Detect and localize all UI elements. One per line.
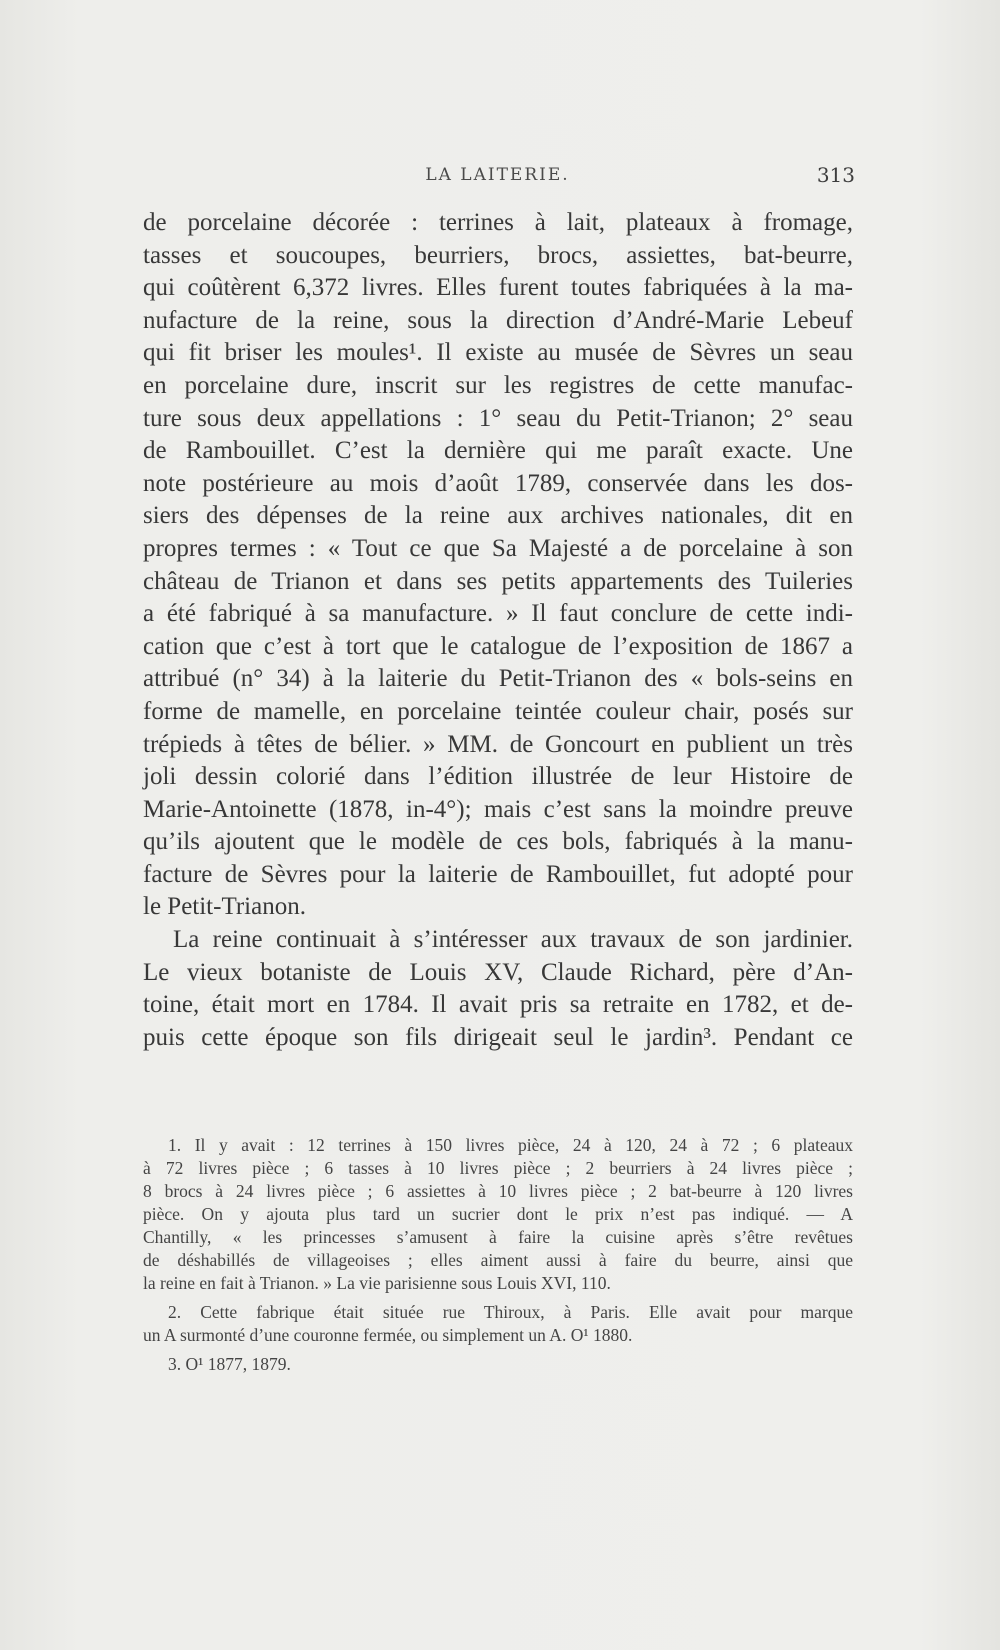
footnote-line: 3. O¹ 1877, 1879. (168, 1354, 291, 1374)
body-line: tasses et soucoupes, beurriers, brocs, assiettes, bat-beurre, (143, 241, 853, 269)
running-head-title: LA LAITERIE. (425, 165, 570, 185)
running-head (140, 165, 855, 195)
body-line: de Rambouillet. C’est la dernière qui me paraît exacte. Une (143, 437, 853, 465)
footnotes (143, 1134, 853, 1382)
footnote-line: de déshabillés de villageoises ; elles aiment aussi à faire du beurre, ainsi que (143, 1250, 853, 1270)
body-line: siers des dépenses de la reine aux archives nationales, dit en (143, 502, 853, 530)
body-text (143, 207, 853, 1054)
footnote-line: Chantilly, « les princesses s’amusent à faire la cuisine après s’être revêtues (143, 1227, 853, 1247)
body-line: ture sous deux appellations : 1° seau du Petit-Trianon; 2° seau (143, 404, 853, 432)
body-line: Marie-Antoinette (1878, in-4°); mais c’est sans la moindre preuve (143, 795, 853, 823)
footnote-1 (143, 1134, 853, 1295)
body-line: a été fabriqué à sa manufacture. » Il faut conclure de cette indi- (143, 600, 853, 628)
body-line: cation que c’est à tort que le catalogue de l’exposition de 1867 a (143, 632, 853, 660)
body-line: joli dessin colorié dans l’édition illustrée de leur Histoire de (143, 763, 853, 791)
body-line: facture de Sèvres pour la laiterie de Rambouillet, fut adopté pour (143, 860, 853, 888)
body-line: de porcelaine décorée : terrines à lait, plateaux à fromage, (143, 209, 853, 236)
footnote-line: 8 brocs à 24 livres pièce ; 6 assiettes à 10 livres pièce ; 2 bat-beurre à 120 livres (143, 1181, 853, 1201)
footnote-3 (143, 1353, 853, 1376)
body-line: puis cette époque son fils dirigeait seul le jardin³. Pendant ce (143, 1023, 853, 1051)
body-line: nufacture de la reine, sous la direction d’André-Marie Lebeuf (143, 306, 853, 334)
footnote-line: 1. Il y avait : 12 terrines à 150 livres pièce, 24 à 120, 24 à 72 ; 6 plateaux (168, 1135, 853, 1155)
body-line: trépieds à têtes de bélier. » MM. de Goncourt en publient un très (143, 730, 853, 758)
footnote-line: pièce. On y ajouta plus tard un sucrier dont le prix n’est pas indiqué. — A (143, 1204, 853, 1224)
footnote-2 (143, 1301, 853, 1347)
footnote-line: un A surmonté d’une couronne fermée, ou simplement un A. O¹ 1880. (143, 1325, 633, 1345)
footnote-line: à 72 livres pièce ; 6 tasses à 10 livres pièce ; 2 beurriers à 24 livres pièce ; (143, 1158, 853, 1178)
page-number: 313 (816, 163, 855, 187)
body-line: en porcelaine dure, inscrit sur les registres de cette manufac- (143, 371, 853, 399)
footnote-line: 2. Cette fabrique était située rue Thiroux, à Paris. Elle avait pour marque (168, 1302, 853, 1322)
body-line: Le vieux botaniste de Louis XV, Claude Richard, père d’An- (143, 958, 853, 986)
body-line: château de Trianon et dans ses petits appartements des Tuileries (143, 567, 853, 595)
body-line: La reine continuait à s’intéresser aux travaux de son jardinier. (173, 926, 853, 954)
body-line: toine, était mort en 1784. Il avait pris sa retraite en 1782, et de- (143, 991, 853, 1019)
body-line: note postérieure au mois d’août 1789, conservée dans les dos- (143, 469, 853, 497)
body-line: qui fit briser les moules¹. Il existe au musée de Sèvres un seau (143, 339, 853, 367)
body-line: attribué (n° 34) à la laiterie du Petit-Trianon des « bols-seins en (143, 665, 853, 693)
body-line: forme de mamelle, en porcelaine teintée couleur chair, posés sur (143, 697, 853, 725)
body-line: qui coûtèrent 6,372 livres. Elles furent toutes fabriquées à la ma- (143, 274, 853, 302)
body-line: le Petit-Trianon. (143, 893, 306, 921)
body-line: propres termes : « Tout ce que Sa Majesté a de porcelaine à son (143, 534, 853, 562)
footnote-line: la reine en fait à Trianon. » La vie parisienne sous Louis XVI, 110. (143, 1273, 611, 1293)
body-line: qu’ils ajoutent que le modèle de ces bols, fabriqués à la manu- (143, 828, 853, 856)
